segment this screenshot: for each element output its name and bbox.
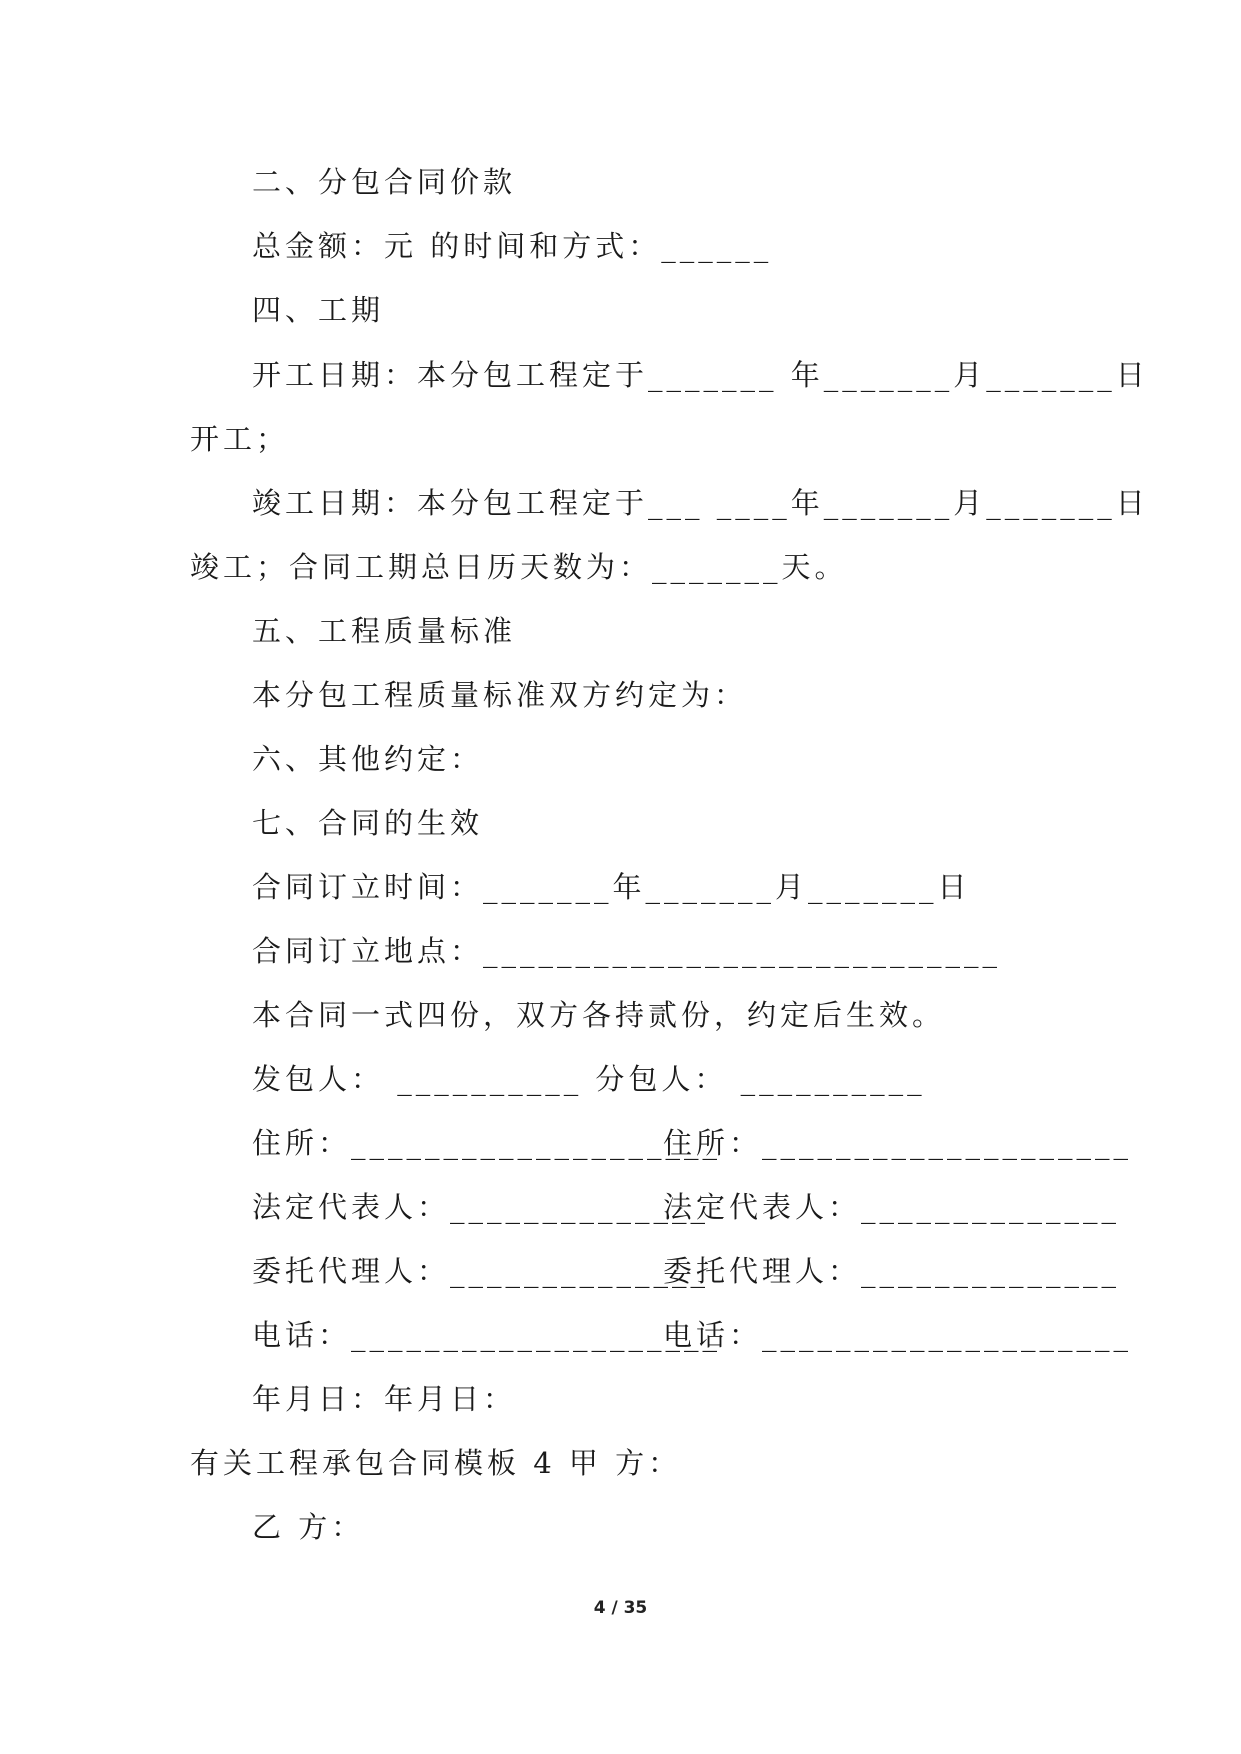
legal-rep-row <box>252 1187 709 1227</box>
agent-left: 委托代理人：______________ <box>252 1254 710 1288</box>
section-heading-price: 二、分包合同价款 <box>252 165 517 199</box>
template-title-line: 有关工程承包合同模板 4 甲 方： <box>190 1446 682 1480</box>
section-heading-effect: 七、合同的生效 <box>252 806 484 840</box>
agent-row <box>252 1251 709 1291</box>
page-number: 4 / 35 <box>593 1598 648 1618</box>
party-b-line: 乙 方： <box>252 1510 365 1544</box>
parties-line: 发包人： __________ 分包人： __________ <box>252 1062 926 1096</box>
section-heading-schedule: 四、工期 <box>252 293 385 327</box>
phone-left: 电话：____________________ <box>252 1318 722 1352</box>
address-left: 住所：____________________ <box>252 1126 722 1160</box>
completion-date-continuation: 竣工；合同工期总日历天数为：_______天。 <box>190 550 848 584</box>
start-date-continuation: 开工； <box>190 422 290 456</box>
total-amount-line: 总金额：元 的时间和方式：______ <box>252 229 773 263</box>
copies-clause: 本合同一式四份，双方各持贰份，约定后生效。 <box>252 998 946 1032</box>
completion-date-line: 竣工日期：本分包工程定于___ ____年_______月_______日 <box>252 486 1149 520</box>
address-right: 住所：____________________ <box>663 1126 1133 1160</box>
section-heading-quality: 五、工程质量标准 <box>252 614 517 648</box>
signing-time-line: 合同订立时间：_______年_______月_______日 <box>252 870 971 904</box>
phone-row <box>252 1315 721 1355</box>
quality-standard-line: 本分包工程质量标准双方约定为： <box>252 678 748 712</box>
legal-rep-left: 法定代表人：______________ <box>252 1190 710 1224</box>
legal-rep-right: 法定代表人：______________ <box>663 1190 1121 1224</box>
phone-right: 电话：____________________ <box>663 1318 1133 1352</box>
address-row <box>252 1123 721 1163</box>
date-line: 年月日：年月日： <box>252 1382 517 1416</box>
start-date-line: 开工日期：本分包工程定于_______ 年_______月_______日 <box>252 358 1149 392</box>
signing-place-line: 合同订立地点：____________________________ <box>252 934 1002 968</box>
agent-right: 委托代理人：______________ <box>663 1254 1121 1288</box>
section-heading-other: 六、其他约定： <box>252 742 484 776</box>
